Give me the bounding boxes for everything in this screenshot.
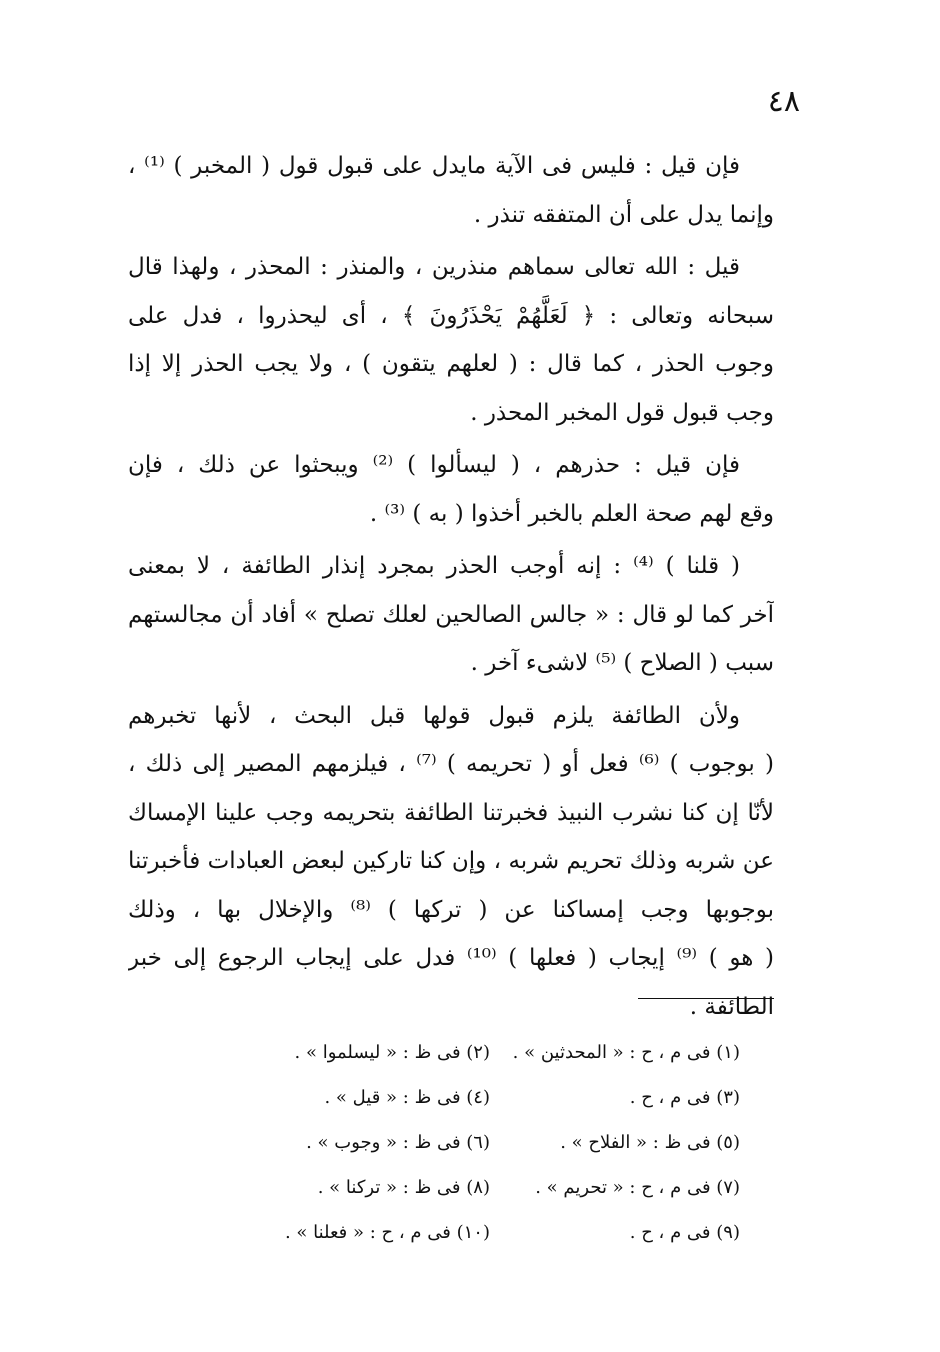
footnote: (٦) فى ظ : « وجوب » . — [306, 1132, 490, 1153]
footnote: (٥) فى ظ : « الفلاح » . — [560, 1132, 740, 1153]
footnote: (٧) فى م ، ح : « تحريم » . — [535, 1177, 740, 1198]
text-line: سبحانه وتعالى : ﴿ لَعَلَّهُمْ يَحْذَرُونَ ﴾ ، أى ليحذروا ، فدل على — [128, 302, 774, 329]
footnote: (٣) فى م ، ح . — [629, 1087, 740, 1108]
footnote-row — [240, 1075, 740, 1120]
text-line: ( هو ) ⁽⁹⁾ إيجاب ( فعلها ) ⁽¹⁰⁾ فدل على إيجاب الرجوع إلى خبر — [128, 945, 774, 971]
page-number: ٤٨ — [767, 84, 800, 119]
text-line: وجوب الحذر ، كما قال : ( لعلهم يتقون ) ، ولا يجب الحذر إلا إذا — [128, 351, 774, 377]
footnote: (١٠) فى م ، ح : « فعلنا » . — [284, 1222, 490, 1243]
paragraph — [128, 243, 774, 437]
footnote: (٩) فى م ، ح . — [629, 1222, 740, 1243]
text-line: وإنما يدل على أن المتفقه تنذر . — [473, 201, 774, 228]
text-line: قيل : الله تعالى سماهم منذرين ، والمنذر : المحذر ، ولهذا قال — [128, 254, 740, 280]
footnote-row — [240, 1165, 740, 1210]
paragraph — [128, 692, 774, 1032]
footnote: (١) فى م ، ح : « المحدثين » . — [512, 1042, 740, 1063]
text-line: ( بوجوب ) ⁽⁶⁾ فعل أو ( تحريمه ) ⁽⁷⁾ ، فيلزمهم المصير إلى ذلك ، — [128, 751, 774, 777]
main-text — [128, 142, 774, 1035]
footnote-row — [240, 1210, 740, 1255]
text-line: فإن قيل : حذرهم ، ( ليسألوا ) ⁽²⁾ ويبحثوا عن ذلك ، فإن — [128, 452, 740, 478]
footnote-row — [240, 1120, 740, 1165]
text-line: فإن قيل : فليس فى الآية مايدل على قبول قول ( المخبر ) ⁽¹⁾ ، — [128, 153, 740, 179]
paragraph — [128, 142, 774, 239]
footnotes — [240, 1030, 740, 1255]
text-line: بوجوبها وجب إمساكنا عن ( تركها ) ⁽⁸⁾ والإخلال بها ، وذلك — [128, 896, 774, 923]
text-line: لأنّا إن كنا نشرب النبيذ فخبرتنا الطائفة بتحريمه وجب علينا الإمساك — [128, 799, 774, 826]
footnote: (٤) فى ظ : « قيل » . — [324, 1087, 490, 1108]
text-line: ولأن الطائفة يلزم قبول قولها قبل البحث ، لأنها تخبرهم — [128, 702, 740, 729]
text-line: وقع لهم صحة العلم بالخبر أخذوا ( به ) ⁽³⁾ . — [369, 500, 774, 527]
footnote-separator — [638, 998, 774, 999]
text-line: آخر كما لو قال : « جالس الصالحين لعلك تصلح » أفاد أن مجالستهم — [128, 601, 774, 628]
text-line: وجب قبول قول المخبر المحذر . — [470, 399, 774, 426]
paragraph — [128, 542, 774, 688]
text-line: الطائفة . — [689, 993, 774, 1020]
text-line: عن شربه وذلك تحريم شربه ، وإن كنا تاركين لبعض العبادات فأخبرتنا — [128, 848, 774, 874]
text-line: ( قلنا ) ⁽⁴⁾ : إنه أوجب الحذر بمجرد إنذار الطائفة ، لا بمعنى — [128, 553, 740, 579]
paragraph — [128, 441, 774, 538]
footnote: (٨) فى ظ : « تركنا » . — [317, 1177, 490, 1198]
footnote: (٢) فى ظ : « ليسلموا » . — [294, 1042, 490, 1063]
text-line: سبب ( الصلاح ) ⁽⁵⁾ لاشىء آخر . — [470, 650, 774, 676]
footnote-row — [240, 1030, 740, 1075]
